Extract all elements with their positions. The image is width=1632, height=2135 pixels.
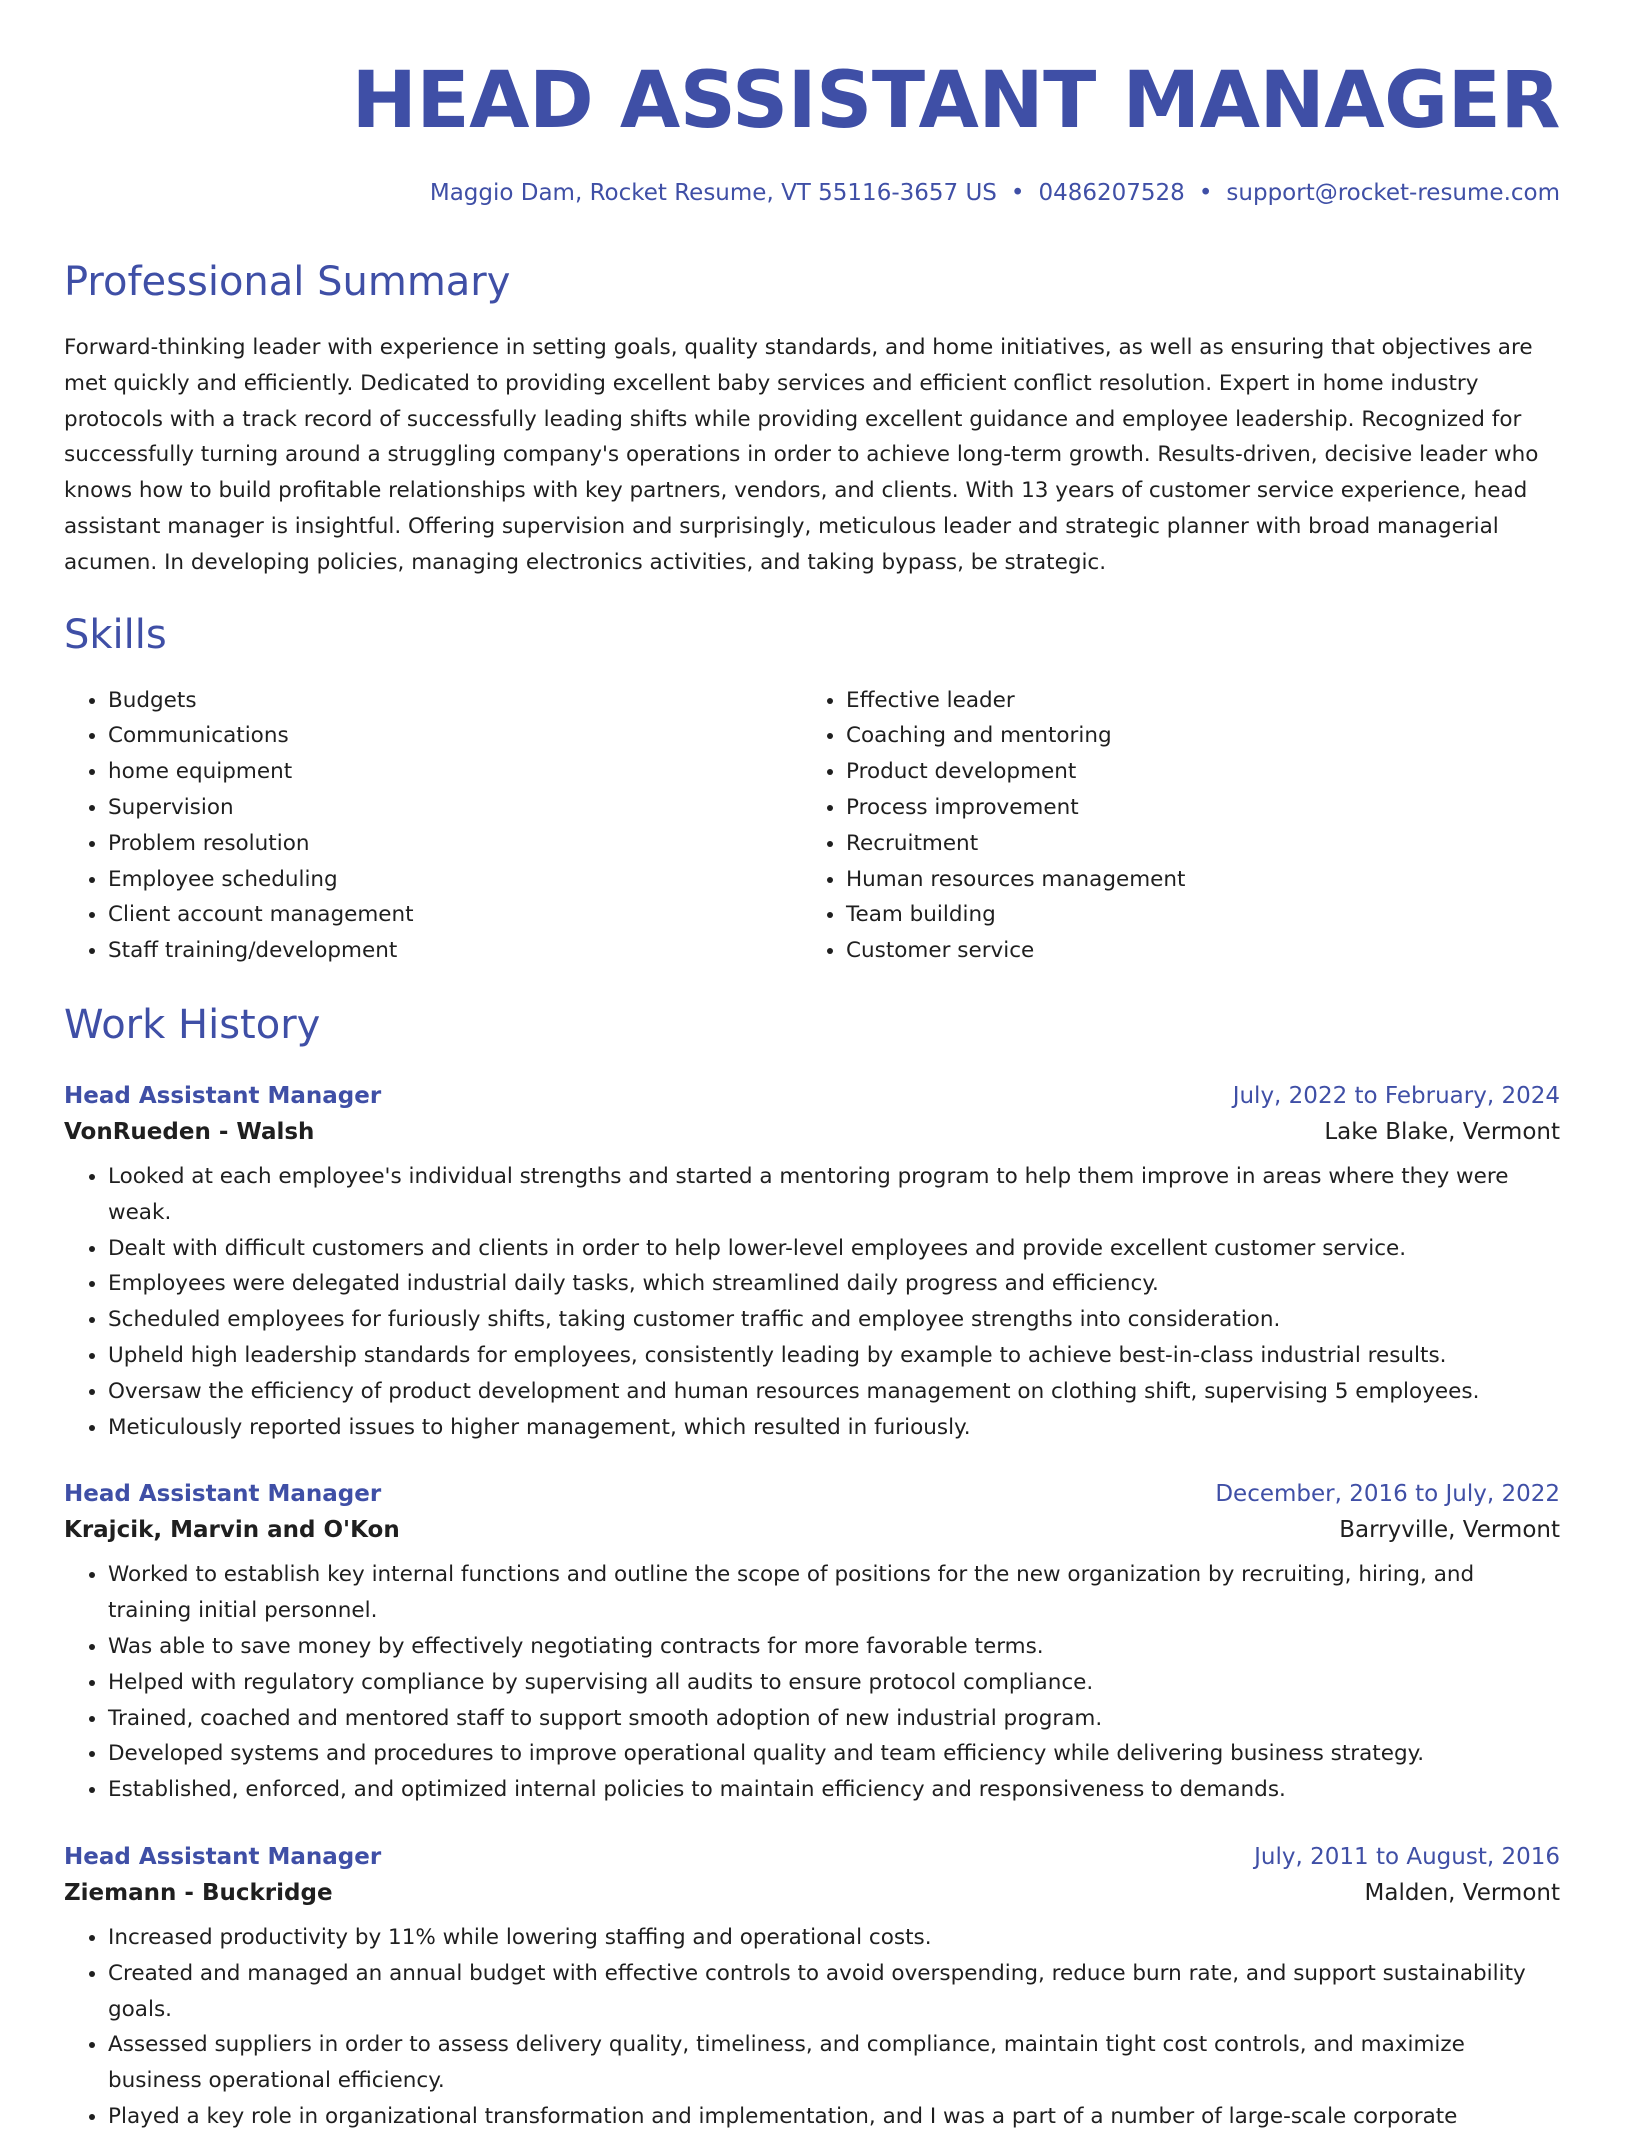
contact-separator: •: [1010, 180, 1025, 206]
job-bullets: [64, 1920, 1560, 2135]
job-location: Lake Blake, Vermont: [1324, 1118, 1560, 1145]
skill-item: • Client account management: [108, 897, 802, 933]
job-location: Barryville, Vermont: [1339, 1517, 1560, 1544]
contact-separator: •: [1198, 180, 1213, 206]
skills-list: [64, 683, 1560, 969]
skill-item: • Effective leader: [846, 683, 1560, 719]
job-bullet: • Meticulously reported issues to higher management, which resulted in furiously.: [108, 1410, 1560, 1446]
job-title: Head Assistant Manager: [64, 1843, 382, 1870]
skill-item: • Staff training/development: [108, 933, 802, 969]
job-bullet: • Trained, coached and mentored staff to support smooth adoption of new industrial program.: [108, 1701, 1560, 1737]
job-company: Krajcik, Marvin and O'Kon: [64, 1517, 400, 1544]
job-entry: [64, 1844, 1560, 2135]
skill-item: • Human resources management: [846, 862, 1560, 898]
job-bullet: • Worked to establish key internal functions and outline the scope of positions for the new organization by recruiting, hiring, and training initial personnel.: [108, 1557, 1560, 1629]
skill-item: • Problem resolution: [108, 826, 802, 862]
job-bullet: • Increased productivity by 11% while lowering staffing and operational costs.: [108, 1920, 1560, 1956]
summary-text: Forward-thinking leader with experience in setting goals, quality standards, and home initiatives, as well as ensuring that objectives are met quickly and efficiently. Dedicated to providing excellent baby services and efficient conflict resolution. Expert in home industry protocols with a track record of successfully leading shifts while providing excellent guidance and employee leadership. Recognized for successfully turning around a struggling company's operations in order to achieve long-term growth. Results-driven, decisive leader who knows how to build profitable relationships with key partners, vendors, and clients. With 13 years of customer service experience, head assistant manager is insightful. Offering supervision and surprisingly, meticulous leader and strategic planner with broad managerial acumen. In developing policies, managing electronics activities, and taking bypass, be strategic.: [64, 335, 1539, 575]
job-header-row: [64, 1844, 1560, 1870]
skills-column-left: [64, 683, 802, 969]
job-dates: December, 2016 to July, 2022: [1215, 1481, 1560, 1508]
skill-item: • Employee scheduling: [108, 862, 802, 898]
skills-column-right: [802, 683, 1560, 969]
job-bullet: • Upheld high leadership standards for employees, consistently leading by example to achieve best-in-class industrial results.: [108, 1338, 1560, 1374]
job-location: Malden, Vermont: [1364, 1879, 1560, 1906]
skill-item: • Process improvement: [846, 790, 1560, 826]
job-company-row: [64, 1880, 1560, 1906]
contact-email: support@rocket-resume.com: [1226, 180, 1560, 206]
resume-page: [64, 0, 1560, 2135]
job-bullet: • Helped with regulatory compliance by supervising all audits to ensure protocol compliance.: [108, 1665, 1560, 1701]
job-company-row: [64, 1119, 1560, 1145]
job-bullets: [64, 1159, 1560, 1445]
job-title: Head Assistant Manager: [64, 1082, 382, 1109]
skill-item: • Coaching and mentoring: [846, 718, 1560, 754]
job-bullets: [64, 1557, 1560, 1808]
job-company-row: [64, 1517, 1560, 1543]
job-dates: July, 2022 to February, 2024: [1232, 1082, 1560, 1109]
skills-section-title: Skills: [64, 611, 167, 658]
skill-item: • Team building: [846, 897, 1560, 933]
job-title: Head Assistant Manager: [64, 1481, 382, 1508]
job-bullet: • Dealt with difficult customers and clients in order to help lower-level employees and provide excellent customer service.: [108, 1231, 1560, 1267]
job-bullet: • Employees were delegated industrial daily tasks, which streamlined daily progress and efficiency.: [108, 1266, 1560, 1302]
job-bullet: • Looked at each employee's individual strengths and started a mentoring program to help them improve in areas where they were weak.: [108, 1159, 1560, 1231]
job-company: Ziemann - Buckridge: [64, 1879, 333, 1906]
job-entry: [64, 1083, 1560, 1445]
skill-item: • Communications: [108, 718, 802, 754]
job-bullet: • Was able to save money by effectively negotiating contracts for more favorable terms.: [108, 1629, 1560, 1665]
skill-item: • Supervision: [108, 790, 802, 826]
job-bullet: • Played a key role in organizational transformation and implementation, and I was a part of a number of large-scale corporate: [108, 2099, 1560, 2135]
job-bullet: • Created and managed an annual budget with effective controls to avoid overspending, reduce burn rate, and support sustainability goals.: [108, 1956, 1560, 2028]
resume-name-heading: HEAD ASSISTANT MANAGER: [351, 56, 1560, 146]
job-bullet: • Oversaw the efficiency of product development and human resources management on clothing shift, supervising 5 employees.: [108, 1374, 1560, 1410]
job-bullet: • Established, enforced, and optimized internal policies to maintain efficiency and responsiveness to demands.: [108, 1772, 1560, 1808]
job-entry: [64, 1481, 1560, 1808]
job-company: VonRueden - Walsh: [64, 1118, 315, 1145]
skill-item: • Budgets: [108, 683, 802, 719]
job-header-row: [64, 1481, 1560, 1507]
skill-item: • Product development: [846, 754, 1560, 790]
contact-address: Maggio Dam, Rocket Resume, VT 55116-3657 US: [429, 180, 997, 206]
skill-item: • Customer service: [846, 933, 1560, 969]
job-bullet: • Assessed suppliers in order to assess delivery quality, timeliness, and compliance, maintain tight cost controls, and maximize business operational efficiency.: [108, 2027, 1560, 2099]
job-bullet: • Scheduled employees for furiously shifts, taking customer traffic and employee strengths into consideration.: [108, 1302, 1560, 1338]
skill-item: • home equipment: [108, 754, 802, 790]
job-header-row: [64, 1083, 1560, 1109]
job-bullet: • Developed systems and procedures to improve operational quality and team efficiency while delivering business strategy.: [108, 1736, 1560, 1772]
contact-line: [64, 180, 1560, 206]
summary-section-title: Professional Summary: [64, 259, 511, 305]
contact-phone: 0486207528: [1038, 180, 1185, 206]
job-dates: July, 2011 to August, 2016: [1254, 1843, 1560, 1870]
skill-item: • Recruitment: [846, 826, 1560, 862]
work-history-section-title: Work History: [64, 1001, 321, 1048]
